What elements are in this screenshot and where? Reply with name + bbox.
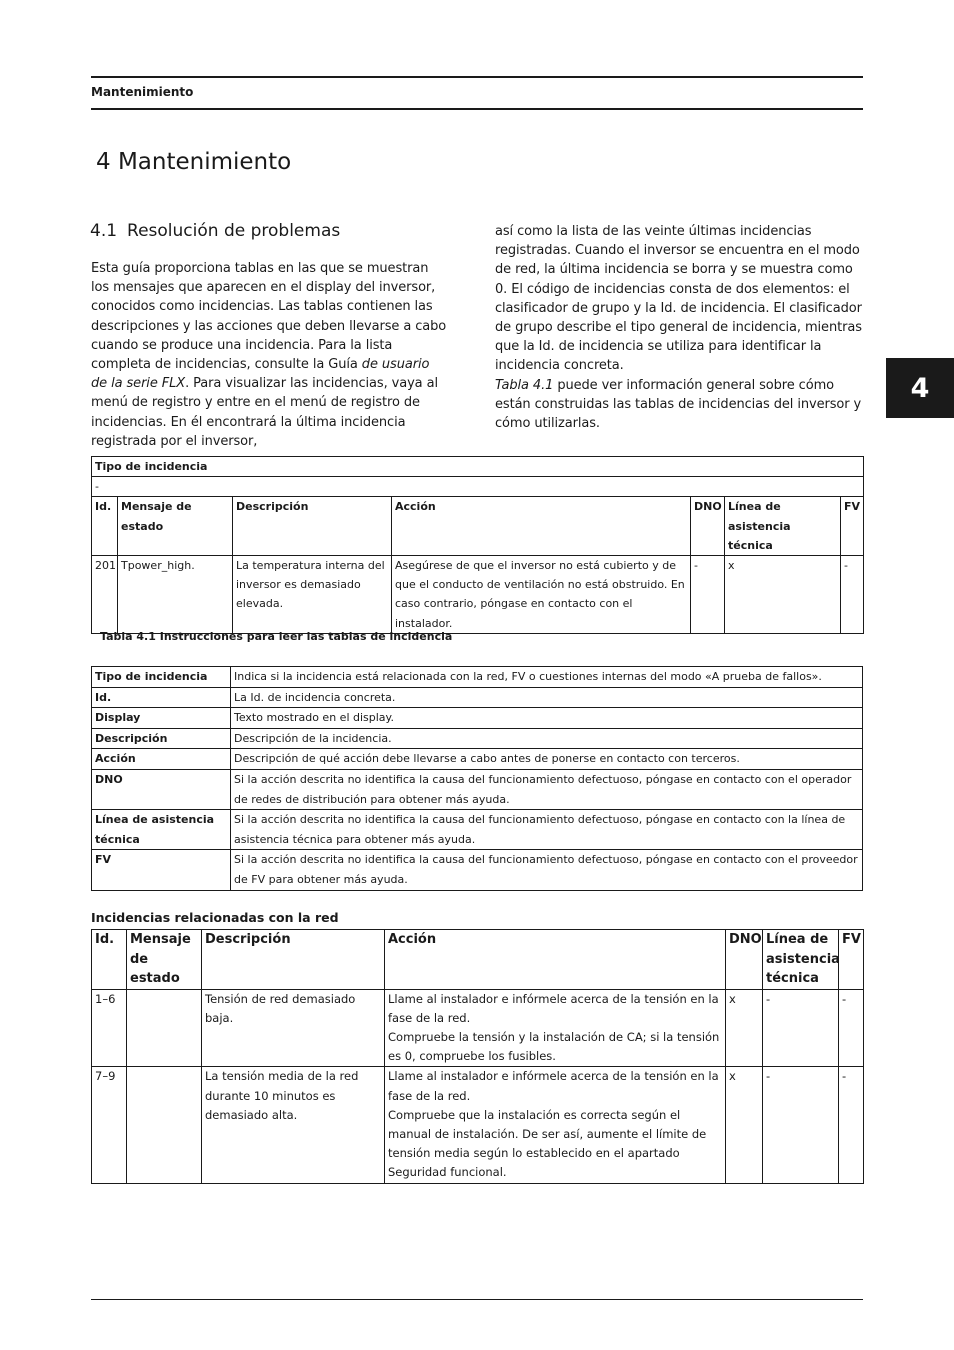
grid-incidents-heading: Incidencias relacionadas con la red <box>91 910 339 925</box>
section-number: 4.1 <box>90 221 118 241</box>
body-right-column <box>495 222 863 433</box>
table-row <box>92 708 863 729</box>
table-row <box>92 687 863 708</box>
legend-definition: La Id. de incidencia concreta. <box>231 687 863 708</box>
action-step: Compruebe la tensión y la instalación de CA; si la tensión es 0, compruebe los fusibles. <box>388 1029 720 1064</box>
column-header: Mensaje de estado <box>127 930 202 990</box>
column-header: Mensaje de estado <box>118 497 233 556</box>
table-cell: x <box>726 1067 763 1183</box>
table-row <box>92 728 863 749</box>
table-cell: Tpower_high. <box>118 556 233 634</box>
incident-type-value: - <box>92 477 864 497</box>
table-row <box>92 769 863 809</box>
column-header: Descripción <box>233 497 392 556</box>
running-header: Mantenimiento <box>91 85 194 99</box>
legend-term: Tipo de incidencia <box>92 667 231 688</box>
body-text: puede ver información general sobre cómo están construidas las tablas de incidencias del inversor y cómo utilizarlas. <box>495 377 862 432</box>
body-left-column <box>91 259 447 451</box>
legend-term: FV <box>92 850 231 890</box>
guide-reference: de usuario de la serie FLX <box>91 357 430 392</box>
section-heading <box>90 221 340 241</box>
column-header: Id. <box>92 497 118 556</box>
table-header-row <box>92 497 864 556</box>
column-header: Descripción <box>202 930 385 990</box>
column-header: FV <box>839 930 864 990</box>
column-header: Acción <box>385 930 726 990</box>
table-cell: 1–6 <box>92 989 127 1067</box>
section-title: Resolución de problemas <box>127 221 341 241</box>
chapter-title: 4 Mantenimiento <box>96 149 292 175</box>
legend-term: Display <box>92 708 231 729</box>
table-cell: - <box>763 1067 839 1183</box>
legend-table <box>91 666 863 891</box>
table-cell: - <box>763 989 839 1067</box>
column-header: Línea de asistencia técnica <box>763 930 839 990</box>
table-cell: La temperatura interna del inversor es demasiado elevada. <box>233 556 392 634</box>
action-step: Llame al instalador e infórmele acerca de la tensión en la fase de la red. <box>388 991 719 1025</box>
table-cell <box>385 989 726 1067</box>
column-header: DNO <box>726 930 763 990</box>
table-caption: Tabla 4.1 Instrucciones para leer las tablas de incidencia <box>100 630 453 643</box>
table-row <box>92 989 864 1067</box>
column-header: DNO <box>691 497 725 556</box>
legend-definition: Descripción de qué acción debe llevarse a cabo antes de ponerse en contacto con terceros. <box>231 749 863 770</box>
action-step: Llame al instalador e infórmele acerca de la tensión en la fase de la red. <box>388 1069 719 1103</box>
legend-definition: Si la acción descrita no identifica la causa del funcionamiento defectuoso, póngase en contacto con la línea de asistencia técnica para obtener más ayuda. <box>231 810 863 850</box>
legend-definition: Si la acción descrita no identifica la causa del funcionamiento defectuoso, póngase en contacto con el operador de redes de distribución para obtener más ayuda. <box>231 769 863 809</box>
table-cell: 201 <box>92 556 118 634</box>
table-row <box>92 749 863 770</box>
table-cell: - <box>841 556 864 634</box>
table-row <box>92 457 864 477</box>
table-cell: 7–9 <box>92 1067 127 1183</box>
legend-term: Id. <box>92 687 231 708</box>
legend-term: Acción <box>92 749 231 770</box>
table-cell: x <box>725 556 841 634</box>
column-header: Línea de asistencia técnica <box>725 497 841 556</box>
legend-term: Descripción <box>92 728 231 749</box>
chapter-tab: 4 <box>886 358 954 418</box>
table-row <box>92 556 864 634</box>
table-cell: - <box>691 556 725 634</box>
example-incident-table <box>91 456 864 634</box>
body-text: Esta guía proporciona tablas en las que se muestran los mensajes que aparecen en el display del inversor, conocidos como incidencias. Las tablas contienen las descripciones y las acciones que deben llevarse a cabo cuando se produce una incidencia. Para la lista completa de incidencias, consulte la Guía <box>91 261 447 373</box>
table-cell: - <box>839 1067 864 1183</box>
legend-term: DNO <box>92 769 231 809</box>
legend-definition: Si la acción descrita no identifica la causa del funcionamiento defectuoso, póngase en contacto con el proveedor de FV para obtener más ayuda. <box>231 850 863 890</box>
table-reference: Tabla 4.1 <box>495 377 554 393</box>
table-row <box>92 850 863 890</box>
grid-incidents-table <box>91 929 864 1184</box>
table-cell: Tensión de red demasiado baja. <box>202 989 385 1067</box>
body-text: . Para visualizar las incidencias, vaya al menú de registro y entre en el menú de registro de incidencias. En él encontrará la última incidencia registrada por el inversor, <box>91 376 438 449</box>
legend-definition: Descripción de la incidencia. <box>231 728 863 749</box>
table-cell: - <box>839 989 864 1067</box>
table-cell <box>127 989 202 1067</box>
table-row <box>92 1067 864 1183</box>
header-rule-top <box>91 76 863 78</box>
column-header: Acción <box>392 497 691 556</box>
column-header: Id. <box>92 930 127 990</box>
table-cell: La tensión media de la red durante 10 minutos es demasiado alta. <box>202 1067 385 1183</box>
incident-type-label: Tipo de incidencia <box>92 457 864 477</box>
header-rule-bottom <box>91 108 863 110</box>
legend-term: Línea de asistencia técnica <box>92 810 231 850</box>
table-header-row <box>92 930 864 990</box>
table-cell: Asegúrese de que el inversor no está cubierto y de que el conducto de ventilación no está obstruido. En caso contrario, póngase en contacto con el instalador. <box>392 556 691 634</box>
column-header: FV <box>841 497 864 556</box>
body-text: así como la lista de las veinte últimas incidencias registradas. Cuando el inversor se encuentra en el modo de red, la última incidencia se borra y se muestra como 0. El código de incidencias consta de dos elementos: el clasificador de grupo y la Id. de incidencia. El clasificador de grupo describe el tipo general de incidencia, mientras que la Id. de incidencia se utiliza para identificar la incidencia concreta. <box>495 224 862 374</box>
table-cell <box>385 1067 726 1183</box>
table-row <box>92 477 864 497</box>
table-row <box>92 667 863 688</box>
footer-rule <box>91 1299 863 1300</box>
legend-definition: Texto mostrado en el display. <box>231 708 863 729</box>
table-cell: x <box>726 989 763 1067</box>
table-row <box>92 810 863 850</box>
table-cell <box>127 1067 202 1183</box>
action-step: Compruebe que la instalación es correcta según el manual de instalación. De ser así, aumente el límite de tensión media según lo establecido en el apartado Seguridad funcional. <box>388 1107 707 1180</box>
legend-definition: Indica si la incidencia está relacionada con la red, FV o cuestiones internas del modo «A prueba de fallos». <box>231 667 863 688</box>
